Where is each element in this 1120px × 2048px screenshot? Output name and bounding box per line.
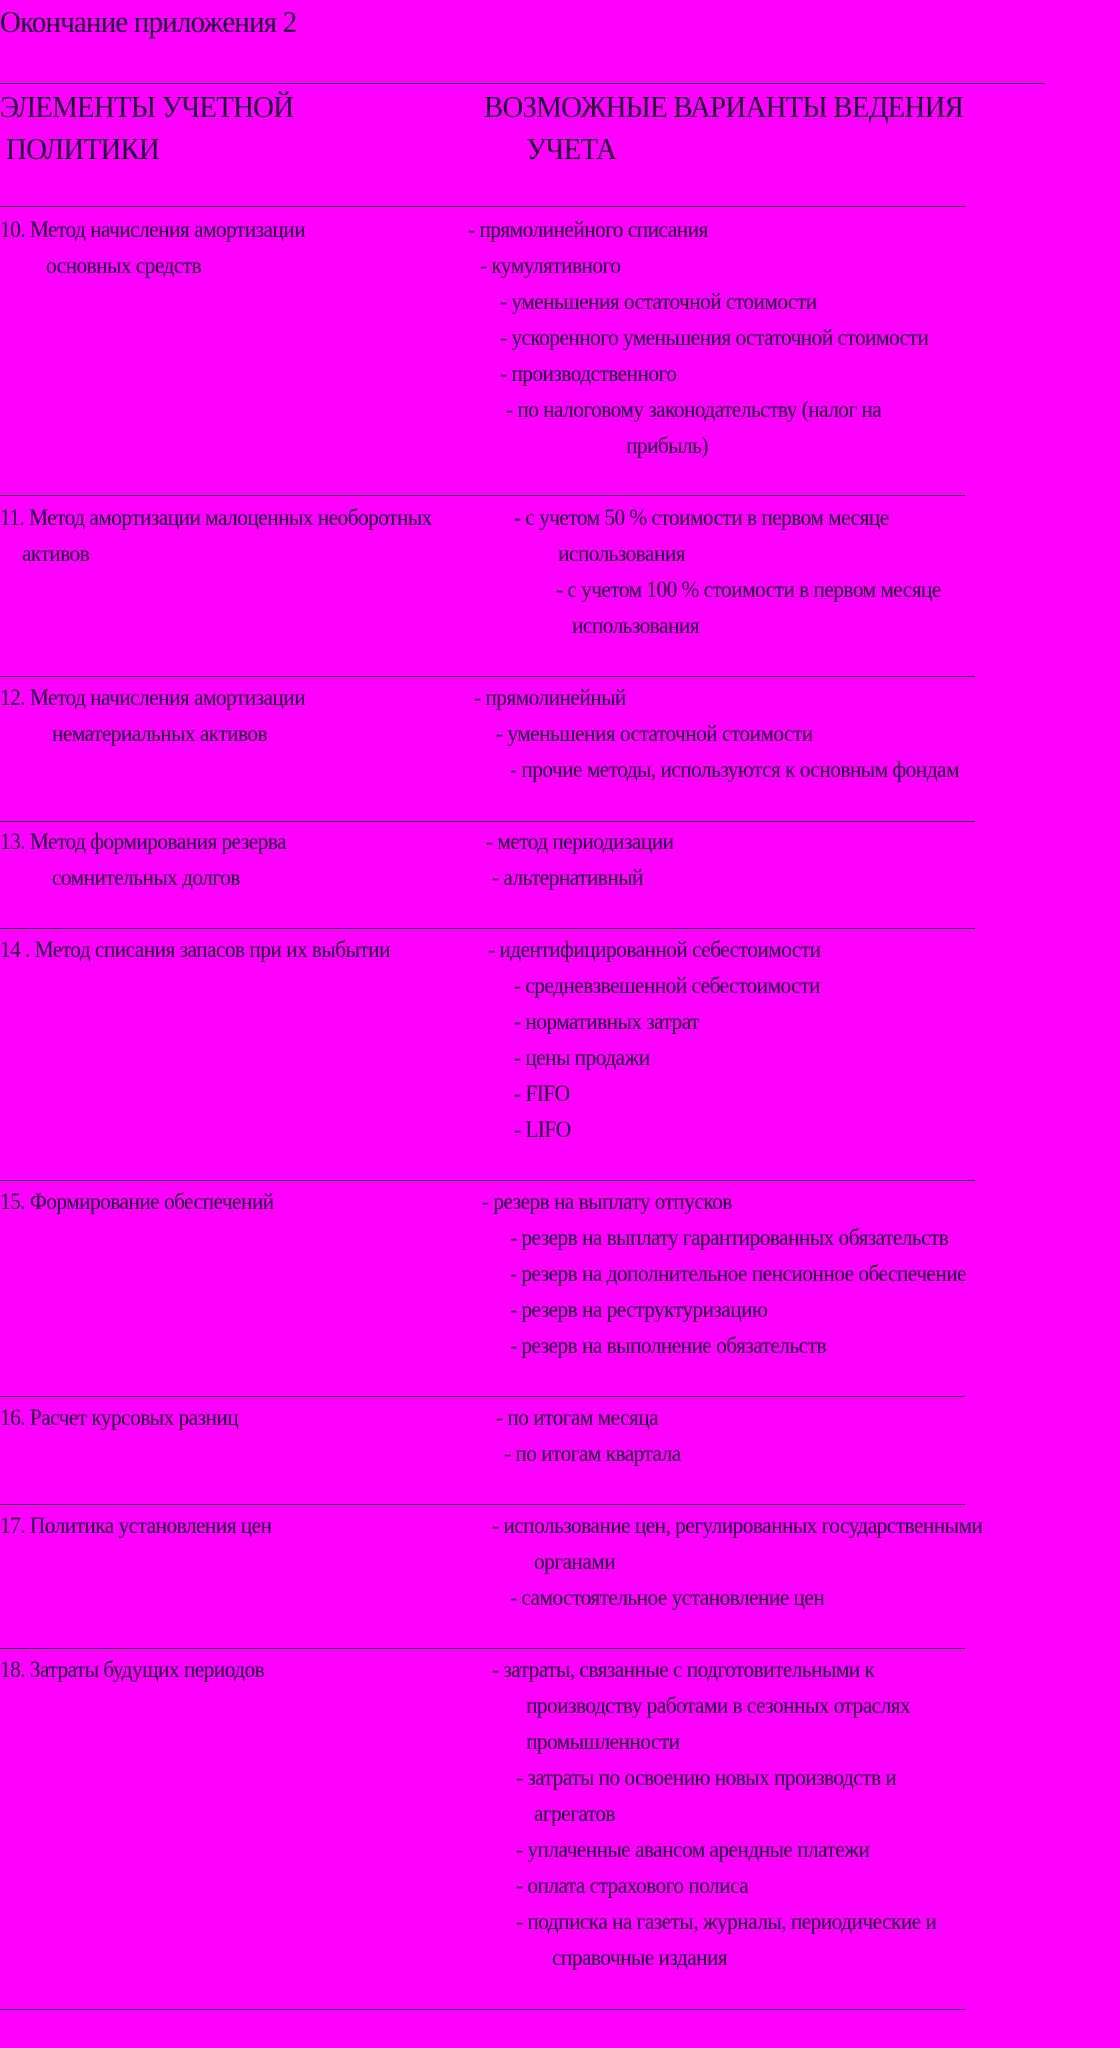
row-15-option: - резерв на выплату отпусков bbox=[482, 1189, 732, 1214]
row-18-option: - уплаченные авансом арендные платежи bbox=[516, 1837, 870, 1862]
row-12-option: - уменьшения остаточной стоимости bbox=[496, 721, 813, 746]
row-11-option: использования bbox=[558, 541, 686, 566]
row-12-element: 12. Метод начисления амортизации bbox=[0, 685, 306, 710]
column-header-options-line2: УЧЕТА bbox=[526, 131, 617, 166]
row-15-option: - резерв на реструктуризацию bbox=[510, 1297, 768, 1322]
row-separator bbox=[0, 676, 975, 677]
row-17-option: - использование цен, регулированных государственными bbox=[492, 1513, 983, 1538]
row-18-option: - затраты, связанные с подготовительными к bbox=[492, 1657, 875, 1682]
row-10-element: основных средств bbox=[46, 253, 202, 278]
row-13-element: сомнительных долгов bbox=[52, 865, 240, 890]
row-18-option: - оплата страхового полиса bbox=[516, 1873, 749, 1898]
row-separator bbox=[0, 495, 965, 496]
column-header-elements-line1: ЭЛЕМЕНТЫ УЧЕТНОЙ bbox=[0, 89, 294, 124]
row-18-option: справочные издания bbox=[552, 1945, 728, 1970]
column-header-elements-line2: ПОЛИТИКИ bbox=[6, 131, 160, 166]
row-16-element: 16. Расчет курсовых разниц bbox=[0, 1405, 239, 1430]
row-10-option: - кумулятивного bbox=[480, 253, 621, 278]
row-18-option: агрегатов bbox=[534, 1801, 616, 1826]
row-17-option: - самостоятельное установление цен bbox=[510, 1585, 825, 1610]
row-14-element: 14 . Метод списания запасов при их выбытии bbox=[0, 937, 390, 962]
row-18-option: промышленности bbox=[526, 1729, 680, 1754]
row-separator bbox=[0, 1396, 965, 1397]
row-11-option: - с учетом 100 % стоимости в первом месяце bbox=[556, 577, 941, 602]
row-11-option: использования bbox=[572, 613, 700, 638]
row-14-option: - цены продажи bbox=[514, 1045, 650, 1070]
row-separator bbox=[0, 1504, 965, 1505]
header-top-rule bbox=[0, 83, 1045, 84]
row-17-element: 17. Политика установления цен bbox=[0, 1513, 272, 1538]
header-bottom-rule bbox=[0, 206, 965, 207]
row-separator bbox=[0, 2009, 965, 2010]
row-15-option: - резерв на выплату гарантированных обязательств bbox=[510, 1225, 949, 1250]
row-11-element: 11. Метод амортизации малоценных необоротных bbox=[0, 505, 432, 530]
row-10-option: - ускоренного уменьшения остаточной стоимости bbox=[500, 325, 929, 350]
row-13-option: - альтернативный bbox=[492, 865, 643, 890]
row-10-option: прибыль) bbox=[626, 433, 708, 458]
row-10-option: - производственного bbox=[500, 361, 677, 386]
row-12-element: нематериальных активов bbox=[52, 721, 268, 746]
row-18-option: - затраты по освоению новых производств и bbox=[516, 1765, 897, 1790]
row-separator bbox=[0, 1648, 965, 1649]
column-header-options-line1: ВОЗМОЖНЫЕ ВАРИАНТЫ ВЕДЕНИЯ bbox=[484, 89, 964, 124]
row-15-option: - резерв на выполнение обязательств bbox=[510, 1333, 826, 1358]
row-15-element: 15. Формирование обеспечений bbox=[0, 1189, 274, 1214]
row-10-option: - уменьшения остаточной стоимости bbox=[500, 289, 817, 314]
row-10-option: - по налоговому законодательству (налог на bbox=[506, 397, 882, 422]
row-12-option: - прочие методы, используются к основным фондам bbox=[510, 757, 959, 782]
row-18-option: производству работами в сезонных отраслях bbox=[526, 1693, 911, 1718]
row-14-option: - FIFO bbox=[514, 1081, 570, 1106]
row-10-option: - прямолинейного списания bbox=[468, 217, 708, 242]
row-11-option: - с учетом 50 % стоимости в первом месяце bbox=[514, 505, 889, 530]
row-17-option: органами bbox=[534, 1549, 616, 1574]
appendix-caption: Окончание приложения 2 bbox=[0, 4, 297, 39]
row-separator bbox=[0, 821, 975, 822]
row-13-element: 13. Метод формирования резерва bbox=[0, 829, 287, 854]
row-18-option: - подписка на газеты, журналы, периодические и bbox=[516, 1909, 937, 1934]
row-18-element: 18. Затраты будущих периодов bbox=[0, 1657, 265, 1682]
row-16-option: - по итогам месяца bbox=[496, 1405, 659, 1430]
row-14-option: - идентифицированной себестоимости bbox=[488, 937, 821, 962]
row-16-option: - по итогам квартала bbox=[504, 1441, 681, 1466]
row-separator bbox=[0, 928, 975, 929]
row-14-option: - нормативных затрат bbox=[514, 1009, 699, 1034]
row-separator bbox=[0, 1180, 975, 1181]
row-11-element: активов bbox=[22, 541, 90, 566]
row-14-option: - LIFO bbox=[514, 1117, 571, 1142]
row-10-element: 10. Метод начисления амортизации bbox=[0, 217, 306, 242]
row-15-option: - резерв на дополнительное пенсионное обеспечение bbox=[510, 1261, 967, 1286]
row-13-option: - метод периодизации bbox=[486, 829, 674, 854]
row-12-option: - прямолинейный bbox=[474, 685, 626, 710]
row-14-option: - средневзвешенной себестоимости bbox=[514, 973, 820, 998]
